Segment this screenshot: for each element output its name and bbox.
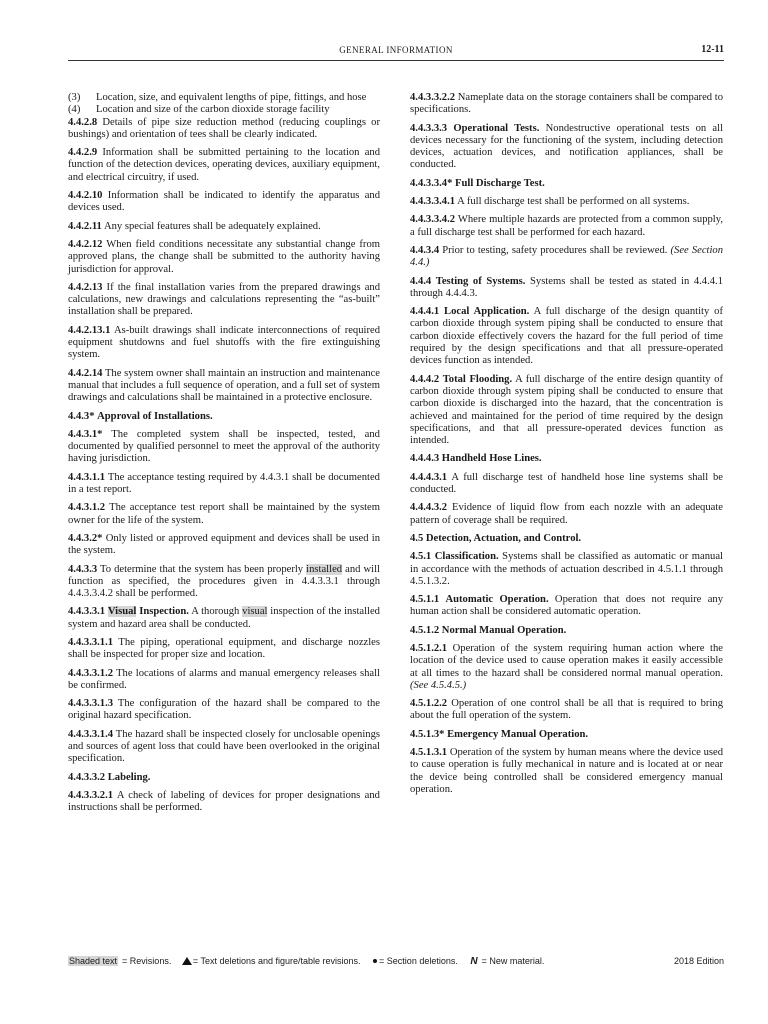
paragraph-text: To determine that the system has been properly bbox=[100, 563, 307, 575]
left-column bbox=[68, 92, 380, 821]
paragraph bbox=[410, 643, 723, 692]
paragraph bbox=[68, 411, 380, 423]
shaded-desc: = Revisions. bbox=[122, 956, 172, 966]
n-desc: = New material. bbox=[481, 956, 545, 966]
paragraph bbox=[410, 729, 723, 741]
section-title: Operational Tests. bbox=[453, 122, 540, 134]
paragraph-text: Only listed or approved equipment and devices shall be used in the system. bbox=[68, 532, 380, 557]
paragraph-text: The system owner shall maintain an instruction and maintenance manual that includes a full sequence of operation, and a full set of system drawings and calculations shall be maintained in a protective enclosure. bbox=[68, 367, 380, 404]
paragraph bbox=[410, 306, 723, 367]
section-number: 4.4.3.1.1 bbox=[68, 471, 106, 483]
paragraph-text: The hazard shall be inspected closely for unclosable openings and sources of agent loss that could have been overlooked in the original specification. bbox=[68, 728, 380, 765]
section-number: 4.4.3.3.2.2 bbox=[410, 92, 456, 103]
paragraph-text: Operation of the system requiring human action where the location of the device used to cause operation makes it easily accessible at all times to the hazard shall be considered normal manual operation. bbox=[410, 642, 723, 679]
section-number: 4.4.3.3.3 bbox=[410, 122, 448, 134]
paragraph-text: and will function as specified, the procedures given in 4.4.3.3.1 through 4.4.3.3.4.2 shall be performed. bbox=[68, 563, 380, 600]
list-item bbox=[68, 104, 380, 116]
paragraph-text: The piping, operational equipment, and discharge nozzles shall be inspected for proper size and location. bbox=[68, 636, 380, 661]
paragraph bbox=[68, 239, 380, 276]
section-number: 4.5.1 bbox=[410, 551, 432, 563]
section-number: 4.4.3.3.1.1 bbox=[68, 636, 114, 648]
paragraph bbox=[68, 190, 380, 215]
paragraph bbox=[410, 453, 723, 465]
section-number: 4.4.2.13.1 bbox=[68, 324, 111, 336]
section-title: Emergency Manual Operation. bbox=[447, 728, 589, 740]
paragraph-text: When field conditions necessitate any substantial change from approved plans, the change shall be submitted to the authority having jurisdiction for approval. bbox=[68, 238, 380, 275]
paragraph bbox=[68, 429, 380, 466]
paragraph-text: Information shall be indicated to identify the apparatus and devices used. bbox=[68, 190, 381, 214]
shaded-text-sample: Shaded text bbox=[69, 956, 118, 966]
paragraph-text: Nondestructive operational tests on all devices necessary for the functioning of the system, including detection devices, actuation devices, and notification appliances, shall be conducted. bbox=[410, 122, 724, 171]
paragraph bbox=[68, 790, 380, 815]
paragraph-text: Nameplate data on the storage containers shall be compared to specifications. bbox=[410, 92, 723, 116]
running-header bbox=[68, 44, 724, 58]
paragraph-text: A check of labeling of devices for proper designations and instructions shall be performed. bbox=[68, 789, 380, 814]
section-title: Handheld Hose Lines. bbox=[441, 453, 542, 465]
paragraph bbox=[410, 276, 723, 301]
section-title: Inspection. bbox=[136, 606, 189, 618]
list-number: (4) bbox=[68, 104, 81, 116]
paragraph bbox=[68, 668, 380, 693]
section-title: Normal Manual Operation. bbox=[441, 624, 567, 636]
delta-icon bbox=[182, 957, 192, 965]
delta-desc: = Text deletions and figure/table revisions. bbox=[192, 956, 361, 966]
section-number: 4.4.3.1.2 bbox=[68, 502, 106, 514]
paragraph-text: The acceptance testing required by 4.4.3.1 shall be documented in a test report. bbox=[68, 471, 380, 496]
section-number: 4.4.4.3 bbox=[410, 453, 440, 465]
paragraph-text: Systems shall be tested as stated in 4.4.4.1 through 4.4.4.3. bbox=[410, 275, 723, 299]
paragraph bbox=[68, 772, 380, 784]
section-number: 4.4.2.11 bbox=[68, 220, 102, 232]
section-number: 4.4.3.3.1.4 bbox=[68, 728, 114, 740]
section-title: Labeling. bbox=[107, 771, 151, 783]
paragraph bbox=[68, 637, 380, 662]
paragraph-text: Operation that does not require any human action shall be considered automatic operation. bbox=[410, 594, 723, 618]
cross-reference: (See Section 4.4.) bbox=[410, 244, 723, 269]
section-number: 4.4.3.3.1.2 bbox=[68, 667, 114, 679]
section-title-revised: Visual bbox=[107, 606, 137, 618]
section-number: 4.5 bbox=[410, 532, 424, 544]
paragraph bbox=[68, 502, 380, 527]
paragraph-text: Prior to testing, safety procedures shall be reviewed. bbox=[442, 244, 668, 256]
header-title: GENERAL INFORMATION bbox=[339, 45, 453, 55]
paragraph bbox=[68, 698, 380, 723]
section-number: 4.4.3.3 bbox=[68, 563, 98, 575]
section-number: 4.5.1.1 bbox=[410, 594, 440, 606]
paragraph-text: The completed system shall be inspected, tested, and documented by qualified personnel to meet the approval of the authority having jurisdiction. bbox=[68, 428, 380, 465]
paragraph bbox=[410, 245, 723, 270]
paragraph-text: Where multiple hazards are protected from a common supply, a full discharge test shall be performed for each hazard. bbox=[410, 214, 724, 238]
new-material-icon: N bbox=[470, 956, 478, 967]
edition-label: 2018 Edition bbox=[673, 956, 724, 966]
paragraph bbox=[410, 214, 723, 239]
paragraph-text: If the final installation varies from the prepared drawings and calculations, new drawings and calculations representing the “as-built” installation shall be prepared. bbox=[68, 281, 380, 318]
section-number: 4.4.3.3.2.1 bbox=[68, 789, 114, 801]
header-rule bbox=[68, 60, 724, 61]
section-number: 4.4.4 bbox=[410, 275, 432, 287]
paragraph bbox=[68, 221, 380, 233]
section-number: 4.4.2.14 bbox=[68, 367, 103, 379]
paragraph bbox=[410, 178, 723, 190]
section-number: 4.4.2.12 bbox=[68, 238, 103, 250]
bullet-icon bbox=[373, 959, 377, 963]
paragraph bbox=[410, 747, 723, 796]
section-title: Testing of Systems. bbox=[435, 275, 526, 287]
paragraph bbox=[68, 282, 380, 319]
section-number: 4.4.3.3.4* bbox=[410, 177, 453, 189]
section-number: 4.4.4.3.2 bbox=[410, 502, 448, 514]
section-title: Full Discharge Test. bbox=[455, 177, 545, 189]
list-text: Location and size of the carbon dioxide storage facility bbox=[96, 104, 330, 116]
dot-desc: = Section deletions. bbox=[379, 956, 458, 966]
section-title: Automatic Operation. bbox=[445, 594, 549, 606]
paragraph bbox=[410, 374, 723, 448]
section-number: 4.4.2.13 bbox=[68, 281, 103, 293]
paragraph bbox=[410, 502, 723, 527]
section-number: 4.4.4.2 bbox=[410, 373, 440, 385]
section-number: 4.4.3* bbox=[68, 410, 95, 422]
paragraph-text: inspection of the installed system and hazard area shall be conducted. bbox=[68, 606, 380, 630]
paragraph bbox=[68, 606, 380, 631]
paragraph-text: Operation of one control shall be all that is required to bring about the full operation of the system. bbox=[410, 698, 723, 722]
right-column bbox=[410, 92, 723, 802]
paragraph-text: Details of pipe size reduction method (reducing couplings or bushings) and orientation of tees shall be clearly indicated. bbox=[68, 116, 380, 140]
section-number: 4.4.2.10 bbox=[68, 190, 103, 202]
section-number: 4.4.3.3.4.1 bbox=[410, 196, 456, 208]
paragraph-text: A full discharge test shall be performed on all systems. bbox=[457, 196, 690, 208]
paragraph bbox=[410, 625, 723, 637]
paragraph-text: Systems shall be classified as automatic or manual in accordance with the methods of actuation described in 4.5.1.1 through 4.5.1.3.2. bbox=[410, 551, 723, 587]
section-number: 4.5.1.3.1 bbox=[410, 747, 448, 759]
section-number: 4.4.2.9 bbox=[68, 147, 98, 159]
paragraph bbox=[68, 117, 380, 142]
paragraph bbox=[410, 698, 723, 723]
paragraph-text: The locations of alarms and manual emergency releases shall be confirmed. bbox=[68, 667, 380, 691]
section-number: 4.5.1.2.2 bbox=[410, 698, 448, 710]
paragraph bbox=[68, 472, 380, 497]
paragraph bbox=[68, 325, 380, 362]
footer bbox=[68, 956, 724, 967]
section-number: 4.4.4.3.1 bbox=[410, 471, 448, 483]
paragraph-text: A thorough bbox=[191, 606, 243, 618]
section-number: 4.4.3.1* bbox=[68, 428, 103, 440]
paragraph-text: A full discharge test of handheld hose line systems shall be conducted. bbox=[410, 471, 723, 496]
revision-legend bbox=[68, 956, 724, 967]
section-title: Detection, Actuation, and Control. bbox=[425, 532, 582, 544]
paragraph bbox=[410, 594, 723, 619]
section-number: 4.5.1.2.1 bbox=[410, 642, 448, 654]
section-title: Approval of Installations. bbox=[97, 410, 213, 422]
paragraph bbox=[68, 729, 380, 766]
paragraph-text: Operation of the system by human means where the device used to cause operation is fully mechanical in nature and is located at or near the device being controlled shall be considered emergency manual operation. bbox=[410, 747, 723, 795]
paragraph-text: Information shall be submitted pertaining to the location and function of the detection devices, operating devices, auxiliary equipment, and electrical circuitry, if used. bbox=[68, 147, 380, 183]
section-number: 4.5.1.3* bbox=[410, 728, 445, 740]
paragraph bbox=[68, 147, 380, 184]
page-number: 12-11 bbox=[701, 44, 724, 55]
section-title: Local Application. bbox=[444, 306, 530, 318]
paragraph bbox=[68, 368, 380, 405]
paragraph-text: A full discharge of the entire design quantity of carbon dioxide through system piping shall be conducted to ensure that carbon dioxide is discharged into the hazard, that the concentration is achieved and maintained for the period of time required by the design specifications, and that all pressure-operated devices function as intended. bbox=[410, 373, 723, 447]
list-number: (3) bbox=[68, 92, 81, 103]
section-number: 4.4.3.3.4.2 bbox=[410, 214, 456, 226]
section-number: 4.4.3.3.1.3 bbox=[68, 698, 114, 710]
section-number: 4.4.3.3.2 bbox=[68, 771, 106, 783]
section-number: 4.4.2.8 bbox=[68, 116, 98, 128]
section-title: Classification. bbox=[434, 551, 499, 563]
cross-reference: (See 4.5.4.5.) bbox=[410, 679, 467, 691]
paragraph-text: Evidence of liquid flow from each nozzle with an adequate pattern of coverage shall be required. bbox=[410, 502, 723, 526]
paragraph bbox=[68, 533, 380, 558]
section-number: 4.4.3.3.1 bbox=[68, 606, 106, 618]
paragraph bbox=[410, 123, 723, 172]
section-number: 4.4.3.2* bbox=[68, 532, 103, 544]
paragraph-text: As-built drawings shall indicate interconnections of required equipment shutdowns and fuel shutoffs with the fire extinguishing system. bbox=[68, 324, 380, 361]
paragraph-text: Any special features shall be adequately explained. bbox=[103, 220, 321, 232]
paragraph bbox=[410, 196, 723, 208]
section-number: 4.4.4.1 bbox=[410, 306, 440, 318]
section-number: 4.4.3.4 bbox=[410, 244, 440, 256]
paragraph bbox=[410, 551, 723, 588]
list-text: Location, size, and equivalent lengths of pipe, fittings, and hose bbox=[96, 92, 367, 103]
paragraph bbox=[68, 564, 380, 601]
section-title: Total Flooding. bbox=[442, 373, 513, 385]
paragraph bbox=[410, 472, 723, 497]
paragraph-text: The acceptance test report shall be maintained by the system owner for the life of the system. bbox=[68, 502, 380, 526]
revised-text: installed bbox=[306, 563, 343, 575]
revised-text: visual bbox=[242, 606, 268, 618]
paragraph-text: The configuration of the hazard shall be compared to the original hazard specification. bbox=[68, 698, 380, 722]
paragraph-text: A full discharge of the design quantity of carbon dioxide through system piping shall be conducted to ensure that carbon dioxide effectively covers the hazard for the full period of time required by the design specifications and that all pressure-operated devices function as intended. bbox=[410, 306, 723, 367]
list-item bbox=[68, 92, 380, 104]
paragraph bbox=[410, 533, 723, 545]
section-number: 4.5.1.2 bbox=[410, 624, 440, 636]
paragraph bbox=[410, 92, 723, 117]
